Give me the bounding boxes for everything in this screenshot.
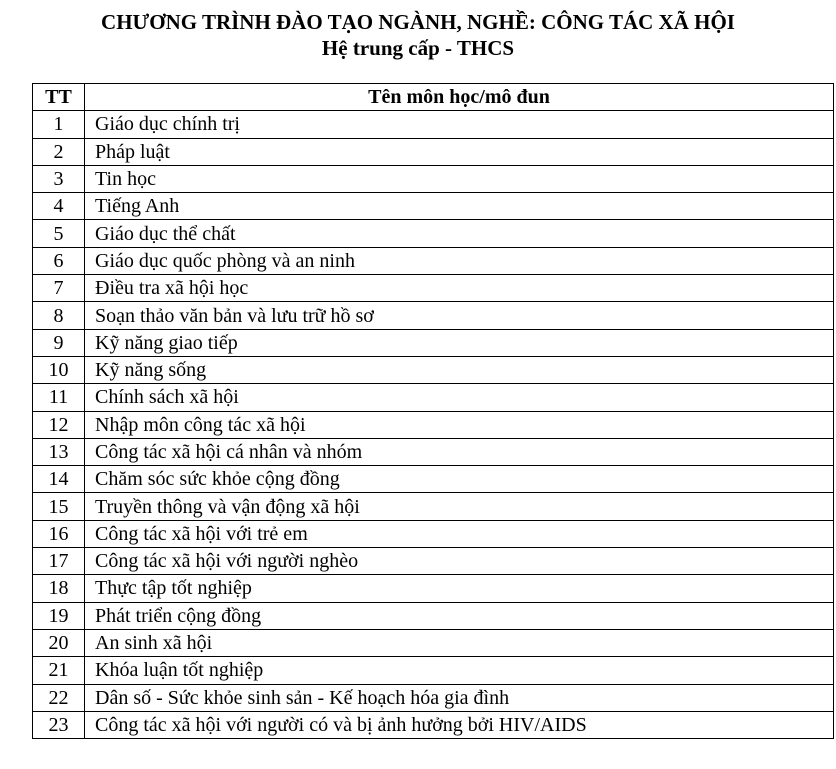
row-number: 7 — [33, 275, 85, 302]
table-row — [33, 356, 834, 383]
subject-name: Công tác xã hội với người có và bị ảnh hưởng bởi HIV/AIDS — [85, 711, 834, 738]
row-number: 19 — [33, 602, 85, 629]
row-number: 20 — [33, 629, 85, 656]
table-row — [33, 411, 834, 438]
subject-name: Công tác xã hội với trẻ em — [85, 520, 834, 547]
table-body — [33, 111, 834, 739]
subject-name: Chăm sóc sức khỏe cộng đồng — [85, 466, 834, 493]
subject-name: Giáo dục quốc phòng và an ninh — [85, 247, 834, 274]
subject-name: Soạn thảo văn bản và lưu trữ hồ sơ — [85, 302, 834, 329]
row-number: 21 — [33, 657, 85, 684]
subject-name: Truyền thông và vận động xã hội — [85, 493, 834, 520]
subject-name: Công tác xã hội cá nhân và nhóm — [85, 438, 834, 465]
table-row — [33, 302, 834, 329]
subject-name: Kỹ năng giao tiếp — [85, 329, 834, 356]
row-number: 12 — [33, 411, 85, 438]
subject-name: Kỹ năng sống — [85, 356, 834, 383]
table-row — [33, 247, 834, 274]
subject-name: Tiếng Anh — [85, 193, 834, 220]
row-number: 17 — [33, 548, 85, 575]
subject-name: Dân số - Sức khỏe sinh sản - Kế hoạch hóa gia đình — [85, 684, 834, 711]
subject-name: Chính sách xã hội — [85, 384, 834, 411]
row-number: 23 — [33, 711, 85, 738]
table-row — [33, 548, 834, 575]
table-row — [33, 138, 834, 165]
header-subject-name: Tên môn học/mô đun — [85, 84, 834, 111]
row-number: 16 — [33, 520, 85, 547]
table-row — [33, 111, 834, 138]
subject-name: Giáo dục thể chất — [85, 220, 834, 247]
row-number: 5 — [33, 220, 85, 247]
table-row — [33, 711, 834, 738]
row-number: 6 — [33, 247, 85, 274]
table-row — [33, 684, 834, 711]
table-row — [33, 438, 834, 465]
table-row — [33, 220, 834, 247]
table-row — [33, 657, 834, 684]
table-header-row — [33, 84, 834, 111]
row-number: 2 — [33, 138, 85, 165]
table-row — [33, 493, 834, 520]
row-number: 1 — [33, 111, 85, 138]
row-number: 18 — [33, 575, 85, 602]
table-row — [33, 275, 834, 302]
curriculum-table — [32, 83, 834, 739]
subject-name: Điều tra xã hội học — [85, 275, 834, 302]
table-row — [33, 602, 834, 629]
row-number: 9 — [33, 329, 85, 356]
table-row — [33, 329, 834, 356]
row-number: 4 — [33, 193, 85, 220]
document-title: CHƯƠNG TRÌNH ĐÀO TẠO NGÀNH, NGHỀ: CÔNG TÁC XÃ HỘI — [101, 10, 735, 34]
subject-name: An sinh xã hội — [85, 629, 834, 656]
subject-name: Thực tập tốt nghiệp — [85, 575, 834, 602]
table-row — [33, 466, 834, 493]
row-number: 10 — [33, 356, 85, 383]
table-row — [33, 520, 834, 547]
subject-name: Nhập môn công tác xã hội — [85, 411, 834, 438]
table-row — [33, 575, 834, 602]
subject-name: Công tác xã hội với người nghèo — [85, 548, 834, 575]
table-row — [33, 629, 834, 656]
table-row — [33, 165, 834, 192]
subject-name: Giáo dục chính trị — [85, 111, 834, 138]
row-number: 13 — [33, 438, 85, 465]
table-row — [33, 384, 834, 411]
table-row — [33, 193, 834, 220]
row-number: 8 — [33, 302, 85, 329]
row-number: 3 — [33, 165, 85, 192]
subject-name: Pháp luật — [85, 138, 834, 165]
subject-name: Tin học — [85, 165, 834, 192]
row-number: 15 — [33, 493, 85, 520]
row-number: 22 — [33, 684, 85, 711]
header-tt: TT — [33, 84, 85, 111]
row-number: 11 — [33, 384, 85, 411]
subject-name: Phát triển cộng đồng — [85, 602, 834, 629]
row-number: 14 — [33, 466, 85, 493]
document-subtitle: Hệ trung cấp - THCS — [321, 36, 515, 60]
subject-name: Khóa luận tốt nghiệp — [85, 657, 834, 684]
